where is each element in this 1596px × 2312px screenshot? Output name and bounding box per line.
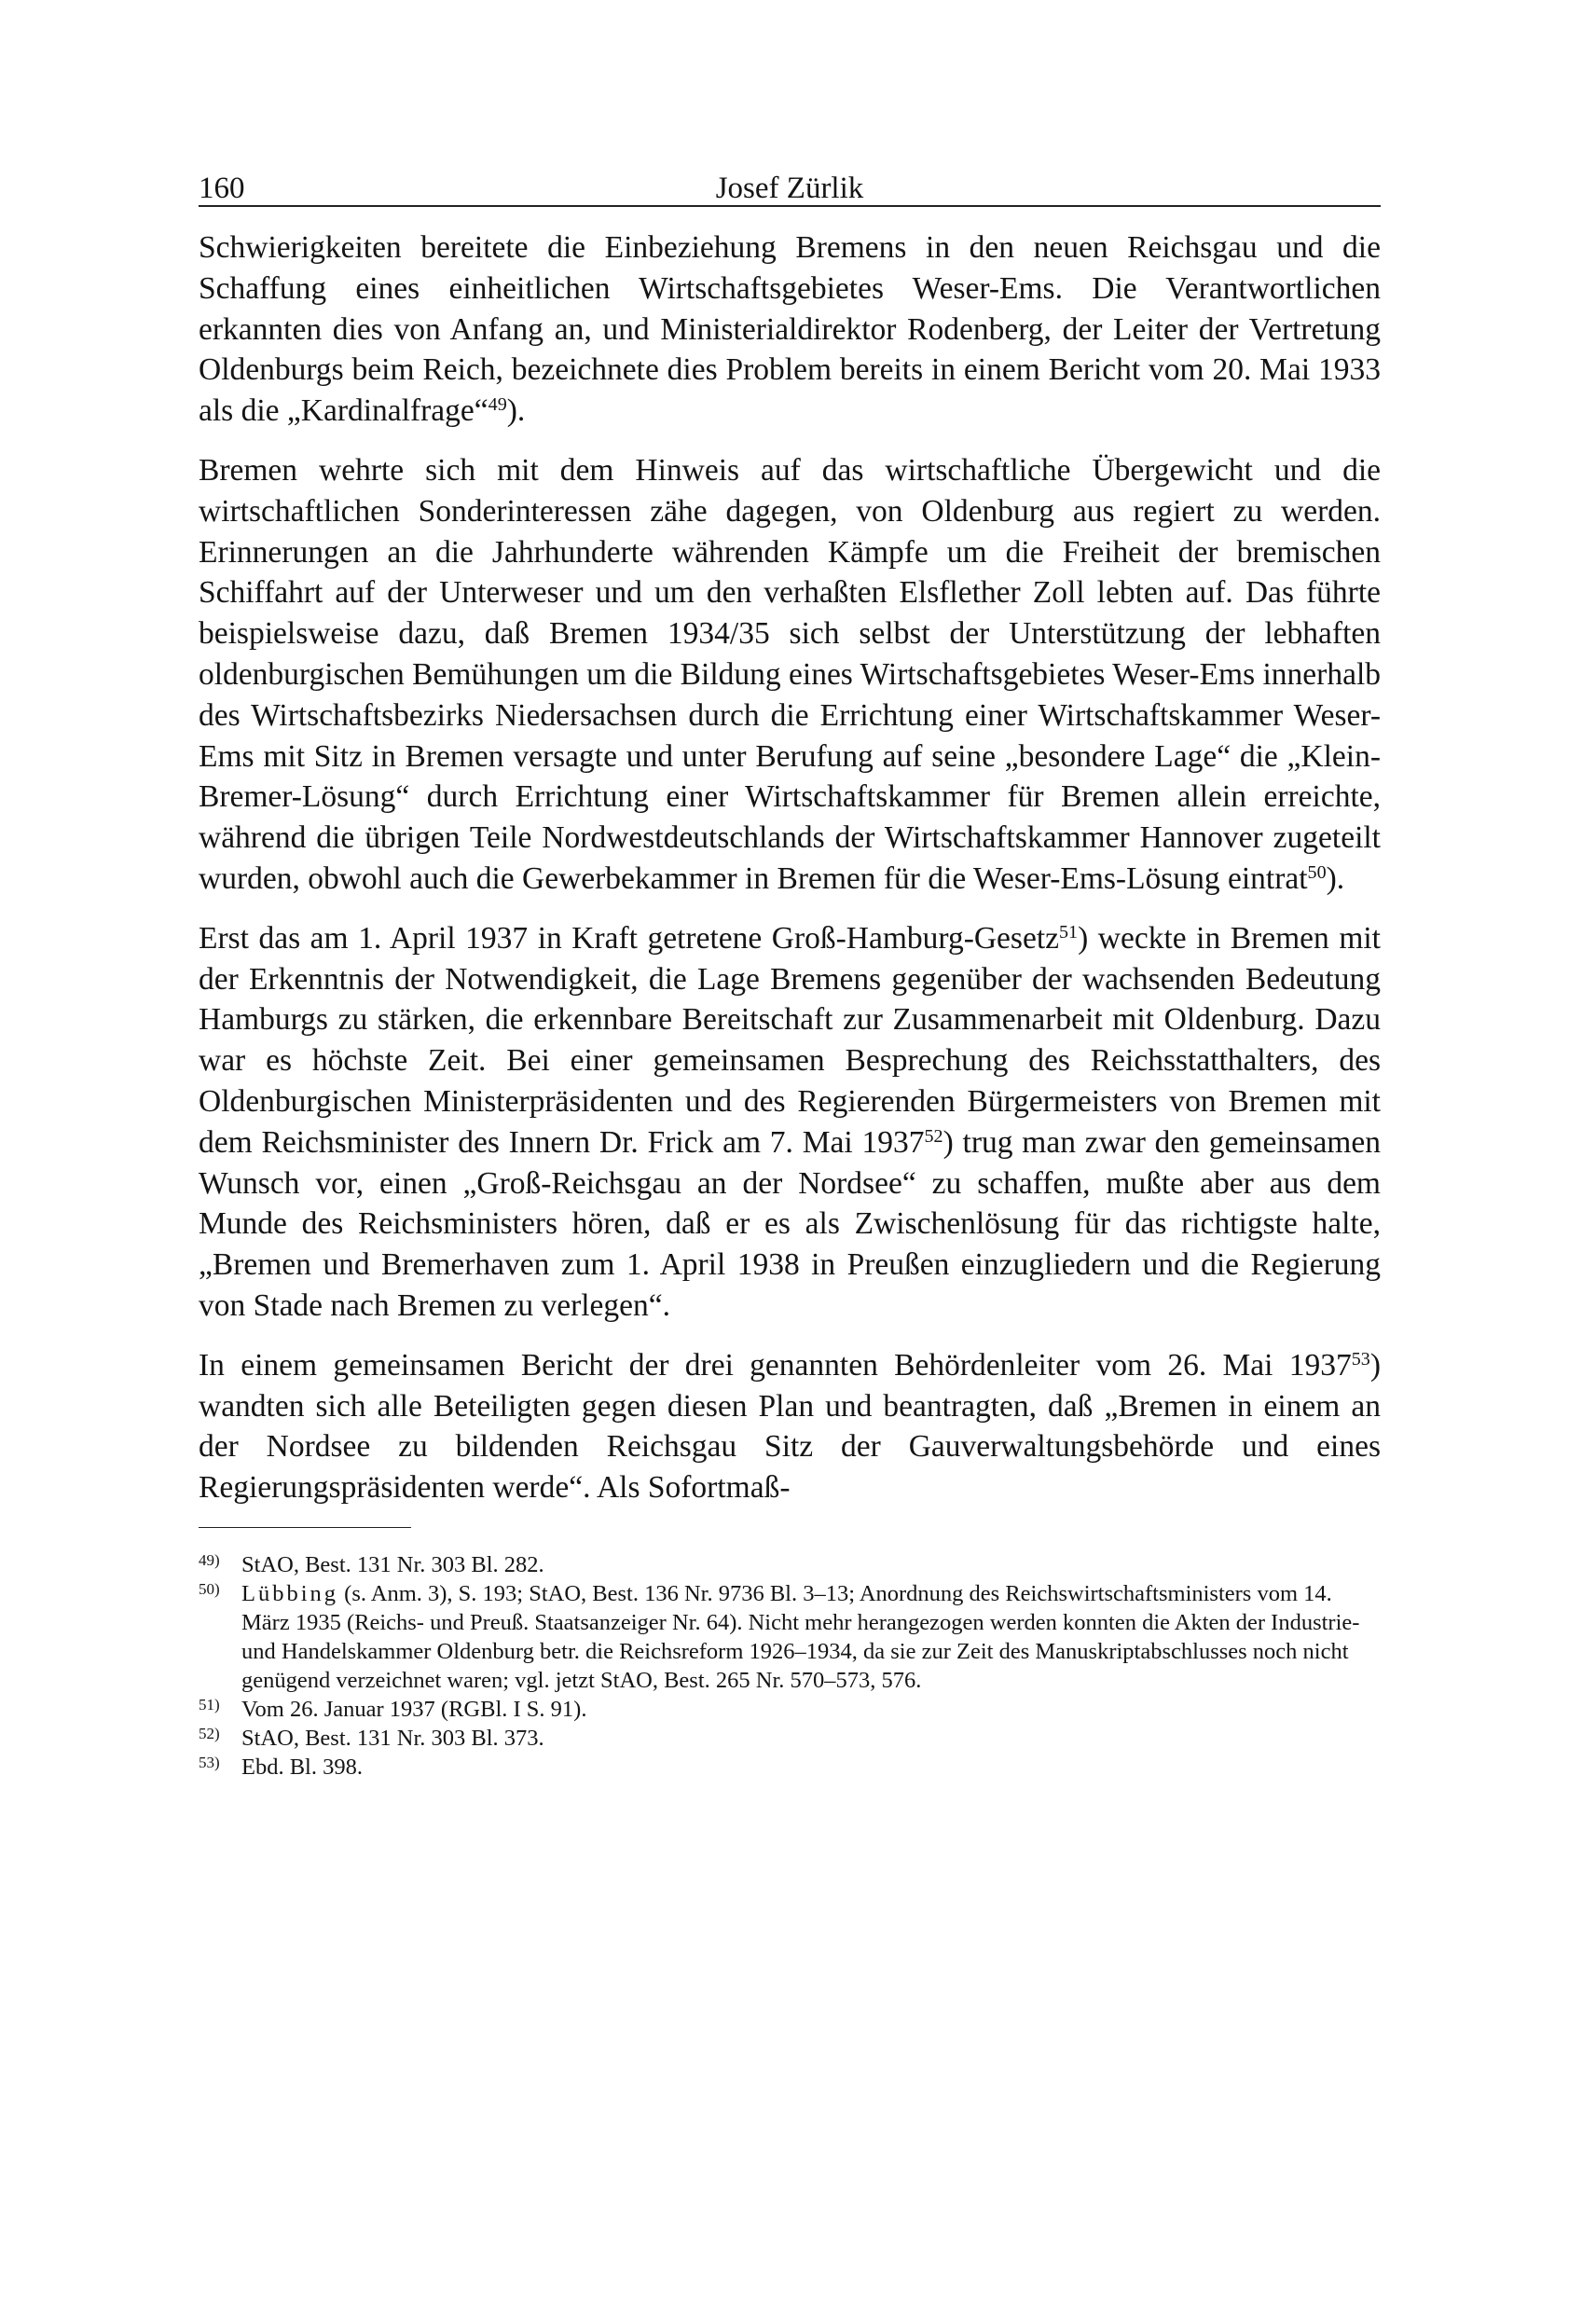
page-header xyxy=(199,140,1381,207)
footnote-mark: 50) xyxy=(199,1579,220,1598)
paragraph-2 xyxy=(199,450,1381,900)
footnote-50 xyxy=(199,1579,1381,1695)
footnote-mark: 51) xyxy=(199,1695,220,1713)
footnote-mark: 49) xyxy=(199,1550,220,1569)
footnote-text-container xyxy=(241,1579,1381,1695)
paragraph-tail: ) trug man zwar den gemeinsamen Wunsch vor, einen „Groß-Reichsgau an der Nordsee“ zu schaffen, mußte aber aus dem Munde des Reichsministers hören, daß er es als Zwischenlösung für das richtigste halte, „Bremen und Bremerhaven zum 1. April 1938 in Preußen einzugliedern und die Regierung von Stade nach Bremen zu verlegen“. xyxy=(199,1124,1381,1323)
footnote-ref-49: 49 xyxy=(488,394,507,416)
main-text xyxy=(199,227,1381,1508)
paragraph-4 xyxy=(199,1345,1381,1508)
footnote-text: (s. Anm. 3), S. 193; StAO, Best. 136 Nr. 9736 Bl. 3–13; Anordnung des Reichswirtschaftsministers vom 14. März 1935 (Reichs- und Preuß. Staatsanzeiger Nr. 64). Nicht mehr herangezogen werden konnten die Akten der Industrie- und Handelskammer Oldenburg betr. die Reichsreform 1926–1934, da sie zur Zeit des Manuskriptabschlusses noch nicht genügend verzeichnet waren; vgl. jetzt StAO, Best. 265 Nr. 570–573, 576. xyxy=(241,1580,1360,1693)
footnote-ref-50: 50 xyxy=(1307,861,1327,883)
paragraph-1 xyxy=(199,227,1381,432)
footnote-text: Ebd. Bl. 398. xyxy=(241,1754,363,1780)
paragraph-text: Erst das am 1. April 1937 in Kraft getretene Groß-Hamburg-Gesetz xyxy=(199,920,1059,956)
footnote-51 xyxy=(199,1695,1381,1724)
footnote-author: Lübbing xyxy=(241,1580,339,1606)
footnote-52 xyxy=(199,1724,1381,1753)
footnote-49 xyxy=(199,1550,1381,1579)
running-head: Josef Zürlik xyxy=(715,172,864,205)
paragraph-3 xyxy=(199,918,1381,1327)
footnote-text: Vom 26. Januar 1937 (RGBl. I S. 91). xyxy=(241,1696,587,1722)
footnote-ref-51: 51 xyxy=(1059,921,1079,943)
paragraph-text: Schwierigkeiten bereitete die Einbeziehung Bremens in den neuen Reichsgau und die Schaffung eines einheitlichen Wirtschaftsgebietes Weser-Ems. Die Verantwortlichen erkannten dies von Anfang an, und Ministerialdirektor Rodenberg, der Leiter der Vertretung Oldenburgs beim Reich, bezeichnete dies Problem bereits in einem Bericht vom 20. Mai 1933 als die „Kardinalfrage“ xyxy=(199,230,1381,429)
paragraph-text: Bremen wehrte sich mit dem Hinweis auf das wirtschaftliche Übergewicht und die wirtschaftlichen Sonderinteressen zähe dagegen, von Oldenburg aus regiert zu werden. Erinnerungen an die Jahrhunderte währenden Kämpfe um die Freiheit der bremischen Schiffahrt auf der Unterweser und um den verhaßten Elsflether Zoll lebten auf. Das führte beispielsweise dazu, daß Bremen 1934/35 sich selbst der Unterstützung der lebhaften oldenburgischen Bemühungen um die Bildung eines Wirtschaftsgebietes Weser-Ems innerhalb des Wirtschaftsbezirks Niedersachsen durch die Errichtung einer Wirtschaftskammer Weser-Ems mit Sitz in Bremen versagte und unter Berufung auf seine „besondere Lage“ die „Klein-Bremer-Lösung“ durch Errichtung einer Wirtschaftskammer für Bremen allein erreichte, während die übrigen Teile Nordwestdeutschlands der Wirtschaftskammer Hannover zugeteilt wurden, obwohl auch die Gewerbekammer in Bremen für die Weser-Ems-Lösung eintrat xyxy=(199,452,1382,896)
footnote-text: StAO, Best. 131 Nr. 303 Bl. 282. xyxy=(241,1551,544,1577)
footnotes xyxy=(199,1550,1381,1782)
page-number: 160 xyxy=(199,172,245,205)
footnote-divider xyxy=(199,1527,411,1528)
footnote-text: StAO, Best. 131 Nr. 303 Bl. 373. xyxy=(241,1725,544,1751)
paragraph-tail: ). xyxy=(1326,860,1345,896)
paragraph-tail: ). xyxy=(506,393,526,429)
document-page xyxy=(199,140,1381,1782)
footnote-53 xyxy=(199,1753,1381,1782)
footnote-mark: 52) xyxy=(199,1724,220,1742)
paragraph-tail: ) wandten sich alle Beteiligten gegen diesen Plan und beantragten, daß „Bremen in einem an der Nordsee zu bildenden Reichsgau Sitz der Gauverwaltungsbehörde und eines Regierungspräsidenten werde“. Als Sofortmaß- xyxy=(199,1347,1381,1506)
footnote-ref-52: 52 xyxy=(924,1125,943,1147)
footnote-mark: 53) xyxy=(199,1753,220,1771)
paragraph-text: In einem gemeinsamen Bericht der drei genannten Behördenleiter vom 26. Mai 1937 xyxy=(199,1347,1352,1383)
footnote-ref-53: 53 xyxy=(1351,1348,1370,1369)
paragraph-tail: ) weckte in Bremen mit der Erkenntnis der Notwendigkeit, die Lage Bremens gegenüber der wachsenden Bedeutung Hamburgs zu stärken, die erkennbare Bereitschaft zur Zusammenarbeit mit Oldenburg. Dazu war es höchste Zeit. Bei einer gemeinsamen Besprechung des Reichsstatthalters, des Oldenburgischen Ministerpräsidenten und des Regierenden Bürgermeisters von Bremen mit dem Reichsminister des Innern Dr. Frick am 7. Mai 1937 xyxy=(199,920,1381,1160)
